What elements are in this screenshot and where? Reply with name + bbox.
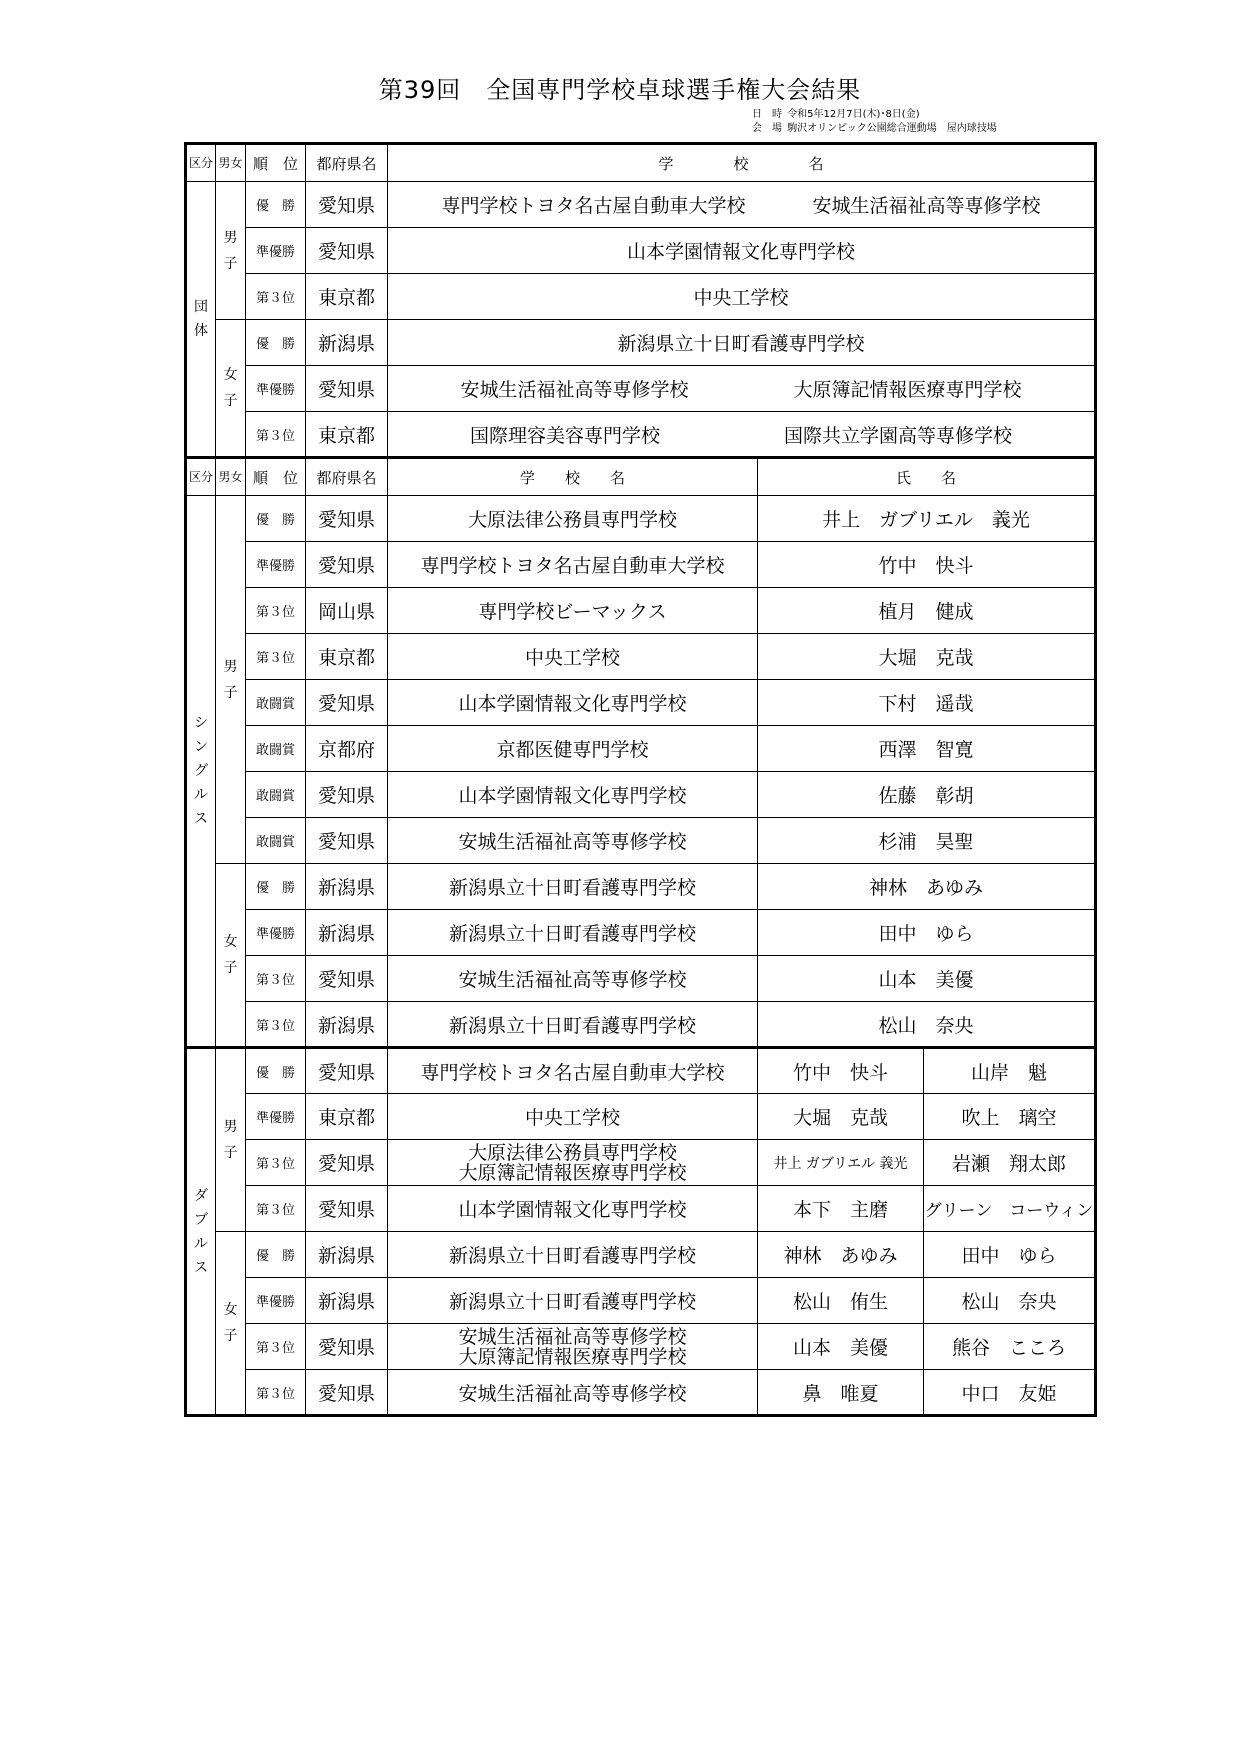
gender-header-char: 男: [218, 469, 231, 484]
school-cell: 新潟県立十日町看護専門学校: [388, 864, 758, 910]
event-meta: [752, 108, 997, 136]
school-name: 安城生活福祉高等専修学校: [458, 1325, 687, 1348]
prefecture-header: 都府県名: [306, 144, 388, 182]
prefecture-cell: 新潟県: [306, 320, 388, 366]
gender-label: [216, 496, 246, 864]
event-date: [752, 108, 997, 122]
school-cell: [388, 274, 1096, 320]
division-label-char: グ: [194, 763, 208, 779]
result-row: [186, 1186, 1096, 1232]
school-cell: 京都医健専門学校: [388, 726, 758, 772]
gender-header-char: 女: [230, 155, 243, 170]
school-cell: [388, 412, 1096, 458]
event-venue: [752, 122, 997, 136]
gender-label-char: 子: [223, 684, 238, 701]
player1-name-cell: 松山 侑生: [758, 1278, 924, 1324]
school-name: 山本学園情報文化専門学校: [626, 241, 855, 263]
prefecture-cell: 愛知県: [306, 182, 388, 228]
result-row: [186, 366, 1096, 412]
player-name-cell: 下村 遥哉: [758, 680, 1096, 726]
header-row: [186, 458, 1096, 496]
result-row: [186, 726, 1096, 772]
rank-cell: 敢闘賞: [246, 726, 306, 772]
prefecture-cell: 新潟県: [306, 1002, 388, 1048]
school-name: 大原簿記情報医療専門学校: [458, 1345, 687, 1368]
player1-name-cell: 井上 ガブリエル 義光: [758, 1140, 924, 1186]
result-row: [186, 496, 1096, 542]
division-label-char: シ: [194, 715, 208, 731]
prefecture-cell: 愛知県: [306, 1140, 388, 1186]
gender-label-char: 女: [223, 367, 238, 383]
player-name-cell: 竹中 快斗: [758, 542, 1096, 588]
result-row: [186, 542, 1096, 588]
rank-cell: 第３位: [246, 1186, 306, 1232]
school-cell: 専門学校ビーマックス: [388, 588, 758, 634]
school-name: 新潟県立十日町看護専門学校: [448, 1291, 696, 1313]
division-label-char: ル: [194, 787, 208, 803]
school-group: [388, 237, 1094, 264]
result-row: [186, 320, 1096, 366]
school-cell: 安城生活福祉高等専修学校: [388, 818, 758, 864]
division-label-char: ン: [194, 739, 208, 755]
gender-header-char: 女: [230, 469, 243, 484]
result-row: [186, 1232, 1096, 1278]
rank-cell: 第３位: [246, 274, 306, 320]
result-row: [186, 1370, 1096, 1416]
player1-name-cell: 神林 あゆみ: [758, 1232, 924, 1278]
gender-label-char: 子: [223, 255, 238, 272]
gender-label-char: 女: [223, 934, 238, 950]
rank-cell: 優 勝: [246, 1048, 306, 1094]
prefecture-cell: 新潟県: [306, 1278, 388, 1324]
player2-name-cell: 熊谷 こころ: [924, 1324, 1096, 1370]
school-cell: [388, 1048, 758, 1094]
player1-name-cell: 本下 主磨: [758, 1186, 924, 1232]
school-name: 新潟県立十日町看護専門学校: [617, 333, 865, 355]
rank-cell: 敢闘賞: [246, 772, 306, 818]
prefecture-cell: 愛知県: [306, 818, 388, 864]
rank-cell: 第３位: [246, 634, 306, 680]
gender-label: [216, 1048, 246, 1232]
rank-cell: 第３位: [246, 1324, 306, 1370]
gender-label: [216, 864, 246, 1048]
result-row: [186, 1094, 1096, 1140]
prefecture-cell: 新潟県: [306, 864, 388, 910]
rank-header: 順 位: [246, 458, 306, 496]
gender-header-char: 男: [218, 155, 231, 170]
result-row: [186, 1324, 1096, 1370]
prefecture-cell: 東京都: [306, 634, 388, 680]
school-cell: [388, 1370, 758, 1416]
prefecture-cell: 新潟県: [306, 1232, 388, 1278]
rank-cell: 第３位: [246, 1370, 306, 1416]
player-name-cell: 西澤 智寛: [758, 726, 1096, 772]
player-name-cell: 井上 ガブリエル 義光: [758, 496, 1096, 542]
school-group: [388, 329, 1094, 356]
results-table: [184, 142, 1097, 1417]
school-cell: [388, 182, 1096, 228]
player1-name-cell: 竹中 快斗: [758, 1048, 924, 1094]
rank-header: 順 位: [246, 144, 306, 182]
rank-cell: 準優勝: [246, 1094, 306, 1140]
page-title: 第39回 全国専門学校卓球選手権大会結果: [378, 76, 862, 104]
player1-name-cell: 山本 美優: [758, 1324, 924, 1370]
prefecture-header: 都府県名: [306, 458, 388, 496]
gender-label-char: 男: [223, 229, 238, 246]
division-label: [186, 1048, 216, 1416]
prefecture-cell: 愛知県: [306, 956, 388, 1002]
school-cell: 新潟県立十日町看護専門学校: [388, 910, 758, 956]
player1-name-cell: 鼻 唯夏: [758, 1370, 924, 1416]
school-name: 大原簿記情報医療専門学校: [793, 379, 1022, 401]
rank-cell: 第３位: [246, 1002, 306, 1048]
division-label: [186, 496, 216, 1048]
school-name: 安城生活福祉高等専修学校: [458, 1382, 687, 1405]
school-header: 学 校 名: [388, 144, 1096, 182]
division-label-char: ル: [194, 1235, 208, 1252]
prefecture-cell: 岡山県: [306, 588, 388, 634]
prefecture-cell: 愛知県: [306, 366, 388, 412]
rank-cell: 優 勝: [246, 320, 306, 366]
school-name: 安城生活福祉高等専修学校: [460, 379, 689, 401]
result-row: [186, 588, 1096, 634]
school-name: 専門学校トヨタ名古屋自動車大学校: [420, 1061, 725, 1084]
school-cell: 安城生活福祉高等専修学校: [388, 956, 758, 1002]
school-name: 中央工学校: [693, 287, 789, 309]
player2-name-cell: 中口 友姫: [924, 1370, 1096, 1416]
result-row: [186, 1048, 1096, 1094]
player-name-cell: 松山 奈央: [758, 1002, 1096, 1048]
player-name-cell: 田中 ゆら: [758, 910, 1096, 956]
school-cell: [388, 1324, 758, 1370]
school-cell: [388, 1094, 758, 1140]
player2-name-cell: 吹上 璃空: [924, 1094, 1096, 1140]
division-header-char: 分: [201, 469, 214, 484]
gender-header: [216, 458, 246, 496]
school-name: 国際共立学園高等専修学校: [783, 424, 1012, 447]
gender-label-char: 子: [223, 1328, 238, 1344]
gender-label: [216, 320, 246, 458]
division-label: [186, 182, 216, 458]
result-row: [186, 228, 1096, 274]
school-cell: 山本学園情報文化専門学校: [388, 772, 758, 818]
division-label-char: ス: [194, 1259, 208, 1276]
player2-name-cell: 田中 ゆら: [924, 1232, 1096, 1278]
player-name-cell: 佐藤 彰胡: [758, 772, 1096, 818]
player2-name-cell: 松山 奈央: [924, 1278, 1096, 1324]
school-cell: 山本学園情報文化専門学校: [388, 680, 758, 726]
gender-header: [216, 144, 246, 182]
school-group: [388, 191, 1094, 218]
prefecture-cell: 愛知県: [306, 1370, 388, 1416]
division-label-char: 体: [194, 323, 208, 339]
result-row: [186, 1278, 1096, 1324]
result-row: [186, 680, 1096, 726]
division-header-char: 分: [201, 155, 214, 170]
prefecture-cell: 愛知県: [306, 1186, 388, 1232]
prefecture-cell: 愛知県: [306, 1048, 388, 1094]
prefecture-cell: 京都府: [306, 726, 388, 772]
school-name: 新潟県立十日町看護専門学校: [448, 1245, 696, 1267]
prefecture-cell: 東京都: [306, 274, 388, 320]
venue-value: 駒沢オリンピック公園総合運動場 屋内球技場: [787, 123, 997, 134]
gender-label-char: 子: [223, 1145, 238, 1161]
school-name: 大原法律公務員専門学校: [467, 1141, 677, 1164]
rank-cell: 第３位: [246, 1140, 306, 1186]
division-label-char: ス: [194, 811, 208, 827]
result-row: [186, 182, 1096, 228]
rank-cell: 優 勝: [246, 864, 306, 910]
rank-cell: 準優勝: [246, 910, 306, 956]
gender-label: [216, 182, 246, 320]
result-row: [186, 818, 1096, 864]
school-name: 安城生活福祉高等専修学校: [812, 195, 1041, 217]
rank-cell: 優 勝: [246, 182, 306, 228]
gender-label: [216, 1232, 246, 1416]
school-cell: [388, 228, 1096, 274]
rank-cell: 準優勝: [246, 366, 306, 412]
player-name-cell: 植月 健成: [758, 588, 1096, 634]
division-header-char: 区: [188, 155, 201, 170]
date-label: 日 時: [752, 109, 782, 120]
result-row: [186, 1002, 1096, 1048]
school-cell: [388, 1186, 758, 1232]
result-row: [186, 634, 1096, 680]
rank-cell: 第３位: [246, 588, 306, 634]
rank-cell: 敢闘賞: [246, 818, 306, 864]
name-header: 氏 名: [758, 458, 1096, 496]
school-name: 中央工学校: [524, 1107, 620, 1129]
prefecture-cell: 新潟県: [306, 910, 388, 956]
prefecture-cell: 愛知県: [306, 496, 388, 542]
division-header: [186, 458, 216, 496]
school-cell: [388, 366, 1096, 412]
school-cell: 中央工学校: [388, 634, 758, 680]
player2-name-cell: 岩瀬 翔太郎: [924, 1140, 1096, 1186]
prefecture-cell: 東京都: [306, 1094, 388, 1140]
rank-cell: 第３位: [246, 412, 306, 458]
prefecture-cell: 愛知県: [306, 772, 388, 818]
school-cell: [388, 320, 1096, 366]
school-name: 山本学園情報文化専門学校: [458, 1199, 687, 1221]
player2-name-cell: グリーン コーウィン: [924, 1186, 1096, 1232]
player2-name-cell: 山岸 魁: [924, 1048, 1096, 1094]
school-cell: 専門学校トヨタ名古屋自動車大学校: [388, 542, 758, 588]
school-group: [388, 283, 1094, 310]
school-name: 専門学校トヨタ名古屋自動車大学校: [441, 195, 746, 217]
prefecture-cell: 愛知県: [306, 1324, 388, 1370]
division-label-char: ブ: [194, 1211, 208, 1228]
player-name-cell: 神林 あゆみ: [758, 864, 1096, 910]
school-cell: [388, 1278, 758, 1324]
gender-label-char: 男: [223, 1119, 238, 1135]
prefecture-cell: 愛知県: [306, 680, 388, 726]
school-cell: [388, 1232, 758, 1278]
header-row: [186, 144, 1096, 182]
player1-name-cell: 大堀 克哉: [758, 1094, 924, 1140]
result-row: [186, 274, 1096, 320]
date-value: 令和5年12月7日(木)･8日(金): [787, 109, 920, 120]
venue-label: 会 場: [752, 123, 782, 134]
school-cell: [388, 1140, 758, 1186]
result-row: [186, 956, 1096, 1002]
gender-label-char: 男: [223, 658, 238, 675]
result-row: [186, 412, 1096, 458]
rank-cell: 準優勝: [246, 542, 306, 588]
school-group: [388, 421, 1094, 448]
rank-cell: 優 勝: [246, 1232, 306, 1278]
school-name: 国際理容美容専門学校: [469, 424, 660, 447]
prefecture-cell: 東京都: [306, 412, 388, 458]
prefecture-cell: 愛知県: [306, 228, 388, 274]
division-label-char: ダ: [194, 1187, 208, 1204]
division-header-char: 区: [188, 469, 201, 484]
result-row: [186, 910, 1096, 956]
school-header: 学 校 名: [388, 458, 758, 496]
result-row: [186, 772, 1096, 818]
rank-cell: 準優勝: [246, 1278, 306, 1324]
gender-label-char: 子: [223, 393, 238, 409]
rank-cell: 第３位: [246, 956, 306, 1002]
school-cell: 新潟県立十日町看護専門学校: [388, 1002, 758, 1048]
player-name-cell: 大堀 克哉: [758, 634, 1096, 680]
rank-cell: 優 勝: [246, 496, 306, 542]
player-name-cell: 杉浦 昊聖: [758, 818, 1096, 864]
player-name-cell: 山本 美優: [758, 956, 1096, 1002]
prefecture-cell: 愛知県: [306, 542, 388, 588]
gender-label-char: 女: [223, 1302, 238, 1318]
gender-label-char: 子: [223, 960, 238, 976]
school-group: [388, 375, 1094, 402]
school-name: 大原簿記情報医療専門学校: [458, 1161, 687, 1184]
result-row: [186, 1140, 1096, 1186]
rank-cell: 準優勝: [246, 228, 306, 274]
division-header: [186, 144, 216, 182]
division-label-char: 団: [194, 299, 208, 315]
rank-cell: 敢闘賞: [246, 680, 306, 726]
result-row: [186, 864, 1096, 910]
school-cell: 大原法律公務員専門学校: [388, 496, 758, 542]
